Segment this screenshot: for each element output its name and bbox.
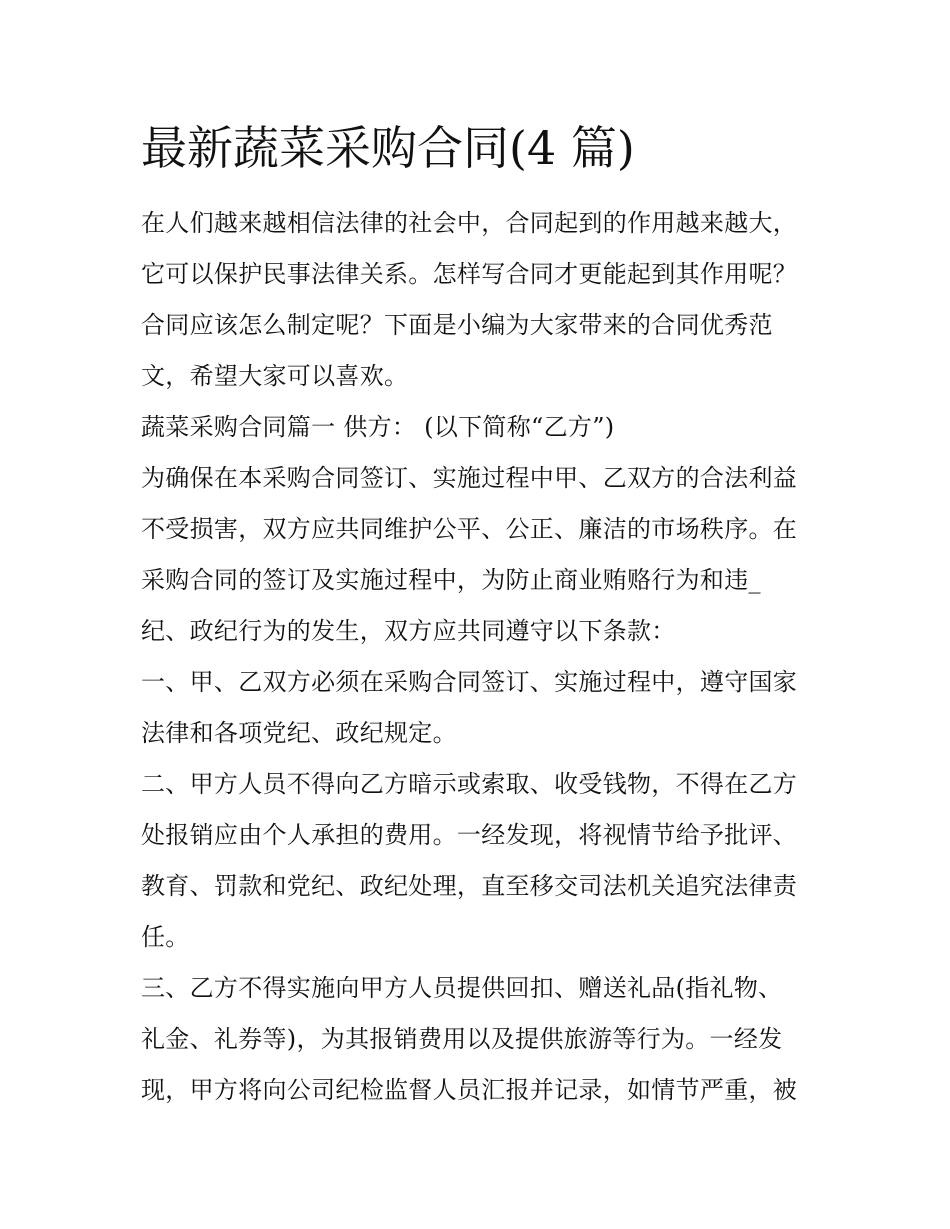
clause-line: 一、甲、乙双方必须在采购合同签订、实施过程中，遵守国家 bbox=[141, 668, 798, 696]
document-body bbox=[141, 198, 831, 1116]
text-line: 在人们越来越相信法律的社会中，合同起到的作用越来越大， bbox=[141, 209, 798, 237]
text-line: 现，甲方将向公司纪检监督人员汇报并记录，如情节严重，被 bbox=[141, 1076, 798, 1104]
text-line: 教育、罚款和党纪、政纪处理，直至移交司法机关追究法律责 bbox=[141, 872, 798, 900]
text-line: 法律和各项党纪、政纪规定。 bbox=[141, 719, 457, 747]
text-line: 纪、政纪行为的发生，双方应共同遵守以下条款： bbox=[141, 617, 676, 645]
text-line: 文，希望大家可以喜欢。 bbox=[141, 362, 409, 390]
text-line: 采购合同的签订及实施过程中，为防止商业贿赂行为和违_ bbox=[141, 566, 761, 594]
document-title: 最新蔬菜采购合同(4 篇) bbox=[141, 121, 635, 175]
section-heading-line: 蔬菜采购合同篇一 供方： (以下简称“乙方”) bbox=[141, 413, 615, 441]
text-line: 合同应该怎么制定呢？下面是小编为大家带来的合同优秀范 bbox=[141, 311, 773, 339]
clause-line: 二、甲方人员不得向乙方暗示或索取、收受钱物，不得在乙方 bbox=[141, 770, 798, 798]
clause-line: 三、乙方不得实施向甲方人员提供回扣、赠送礼品(指礼物、 bbox=[141, 974, 783, 1002]
text-line: 不受损害，双方应共同维护公平、公正、廉洁的市场秩序。在 bbox=[141, 515, 798, 543]
text-line: 为确保在本采购合同签订、实施过程中甲、乙双方的合法利益 bbox=[141, 464, 798, 492]
text-line: 任。 bbox=[141, 923, 190, 951]
text-line: 它可以保护民事法律关系。怎样写合同才更能起到其作用呢？ bbox=[141, 260, 798, 288]
text-line: 处报销应由个人承担的费用。一经发现，将视情节给予批评、 bbox=[141, 821, 798, 849]
text-line: 礼金、礼券等)，为其报销费用以及提供旅游等行为。一经发 bbox=[141, 1025, 783, 1053]
